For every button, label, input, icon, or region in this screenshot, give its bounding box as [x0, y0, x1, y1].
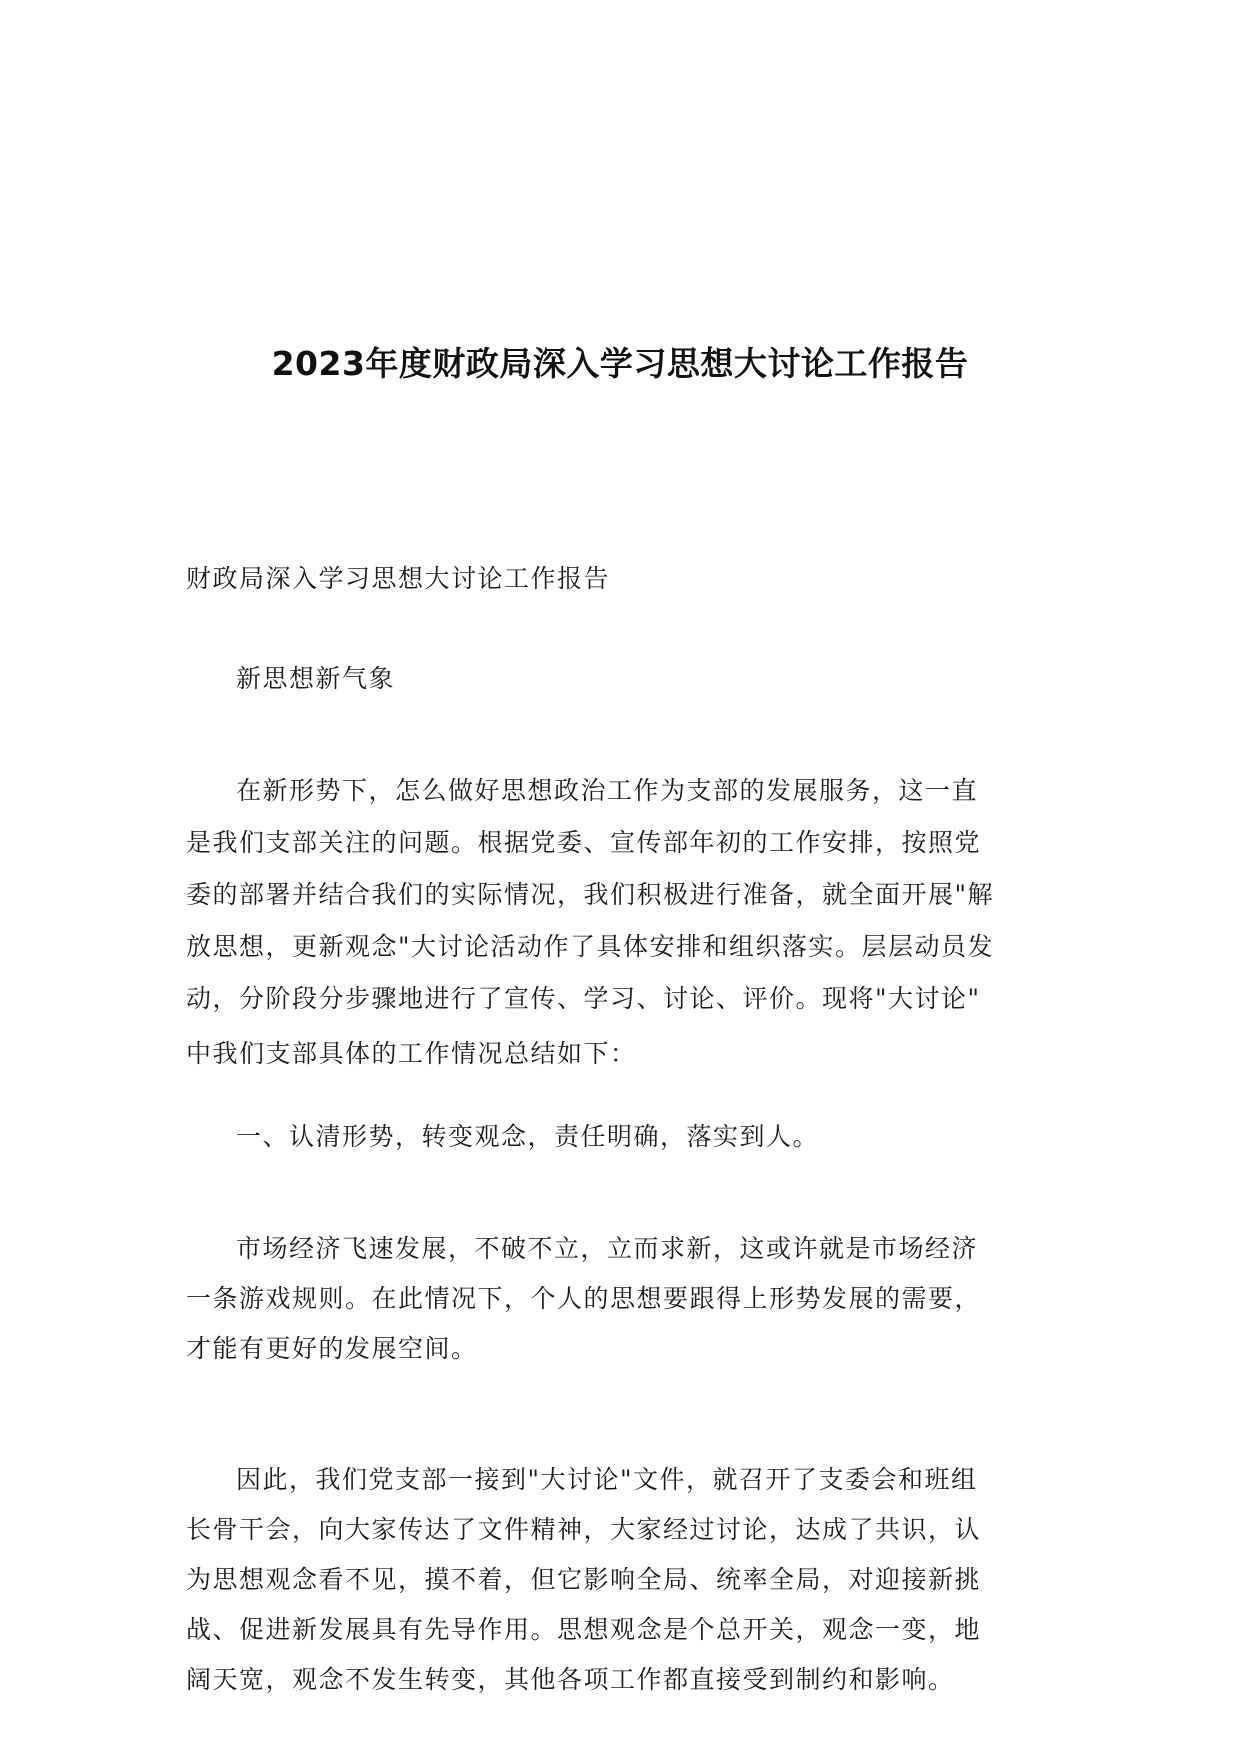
- paragraph-line: 中我们支部具体的工作情况总结如下：: [186, 1039, 637, 1068]
- paragraph-line: 市场经济飞速发展，不破不立，立而求新，这或许就是市场经济: [236, 1234, 979, 1263]
- paragraph-party-branch: [186, 1455, 1066, 1705]
- document-subtitle: 财政局深入学习思想大讨论工作报告: [186, 564, 611, 593]
- paragraph-line: 在新形势下，怎么做好思想政治工作为支部的发展服务，这一直: [236, 776, 979, 805]
- document-title: 2023年度财政局深入学习思想大讨论工作报告: [271, 344, 969, 383]
- paragraph-intro: [186, 765, 1066, 1080]
- paragraph-line: 阔天宽，观念不发生转变，其他各项工作都直接受到制约和影响。: [186, 1665, 955, 1694]
- slogan-line: 新思想新气象: [236, 664, 396, 693]
- paragraph-line: 放思想，更新观念"大讨论活动作了具体安排和组织落实。层层动员发: [186, 932, 995, 961]
- paragraph-line: 因此，我们党支部一接到"大讨论"文件，就召开了支委会和班组: [236, 1465, 978, 1494]
- paragraph-line: 是我们支部关注的问题。根据党委、宣传部年初的工作安排，按照党: [186, 828, 982, 857]
- paragraph-market: [186, 1224, 1066, 1374]
- paragraph-line: 长骨干会，向大家传达了文件精神，大家经过讨论，达成了共识，认: [186, 1515, 982, 1544]
- paragraph-line: 为思想观念看不见，摸不着，但它影响全局、统率全局，对迎接新挑: [186, 1565, 982, 1594]
- paragraph-line: 委的部署并结合我们的实际情况，我们积极进行准备，就全面开展"解: [186, 880, 995, 909]
- section-heading-1: 一、认清形势，转变观念，责任明确，落实到人。: [236, 1122, 820, 1151]
- paragraph-line: 一条游戏规则。在此情况下，个人的思想要跟得上形势发展的需要，: [186, 1284, 982, 1313]
- paragraph-line: 才能有更好的发展空间。: [186, 1334, 478, 1363]
- paragraph-line: 动，分阶段分步骤地进行了宣传、学习、讨论、评价。现将"大讨论": [186, 984, 981, 1013]
- paragraph-line: 战、促进新发展具有先导作用。思想观念是个总开关，观念一变，地: [186, 1615, 982, 1644]
